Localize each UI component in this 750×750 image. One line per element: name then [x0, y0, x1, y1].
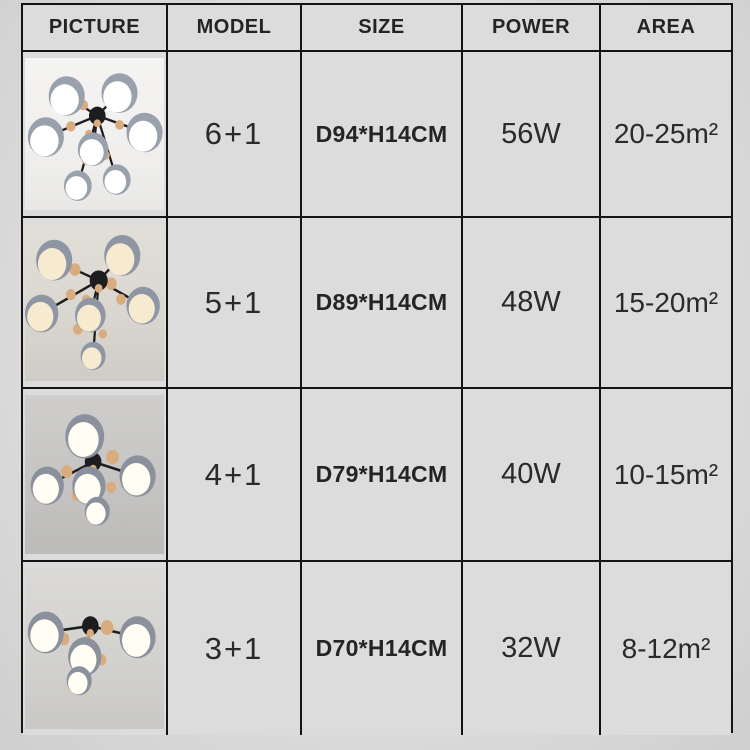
- lamp-photo-4plus1: [25, 395, 164, 554]
- area-value-row3: 10-15m²: [601, 389, 731, 562]
- product-spec-table: [21, 3, 733, 733]
- ceiling-lamp-5-heads-icon: [25, 395, 164, 554]
- picture-cell-row3: [23, 389, 168, 562]
- area-value-row1: 20-25m²: [601, 52, 731, 218]
- picture-cell-row1: [23, 52, 168, 218]
- lamp-photo-5plus1: [25, 224, 164, 381]
- picture-cell-row4: [23, 562, 168, 735]
- power-value-row3: 40W: [463, 389, 601, 562]
- size-value-row2: D89*H14CM: [302, 218, 463, 389]
- model-value-row3: 4+1: [168, 389, 302, 562]
- size-value-row4: D70*H14CM: [302, 562, 463, 735]
- ceiling-lamp-4-heads-icon: [25, 568, 164, 729]
- lamp-photo-6plus1: [25, 58, 164, 210]
- ceiling-lamp-6-heads-icon: [25, 224, 164, 381]
- model-value-row1: 6+1: [168, 52, 302, 218]
- size-value-row1: D94*H14CM: [302, 52, 463, 218]
- area-value-row4: 8-12m²: [601, 562, 731, 735]
- power-value-row4: 32W: [463, 562, 601, 735]
- header-size: SIZE: [302, 5, 463, 52]
- picture-cell-row2: [23, 218, 168, 389]
- header-power: POWER: [463, 5, 601, 52]
- lamp-photo-3plus1: [25, 568, 164, 729]
- header-area: AREA: [601, 5, 731, 52]
- power-value-row1: 56W: [463, 52, 601, 218]
- header-model: MODEL: [168, 5, 302, 52]
- area-value-row2: 15-20m²: [601, 218, 731, 389]
- header-picture: PICTURE: [23, 5, 168, 52]
- model-value-row4: 3+1: [168, 562, 302, 735]
- model-value-row2: 5+1: [168, 218, 302, 389]
- ceiling-lamp-7-heads-icon: [25, 58, 164, 210]
- power-value-row2: 48W: [463, 218, 601, 389]
- size-value-row3: D79*H14CM: [302, 389, 463, 562]
